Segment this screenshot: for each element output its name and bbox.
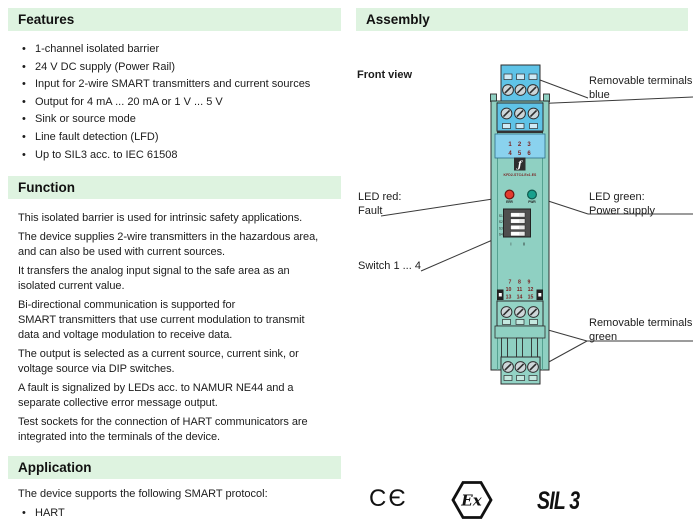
power-led	[528, 190, 537, 204]
body-ear	[544, 94, 550, 102]
screw-terminal-icon	[503, 85, 539, 96]
power-led-label: PWR	[528, 200, 536, 205]
list-item: • Output for 4 mA ... 20 mA or 1 V ... 5 V	[22, 94, 310, 112]
text-line: and can also be used with current sources.	[18, 246, 226, 258]
front-view-label: Front view	[357, 69, 413, 81]
list-item: • 1-channel isolated barrier	[22, 41, 310, 59]
terminal-number: 4	[508, 151, 512, 157]
paragraph	[18, 230, 318, 260]
error-led	[505, 190, 514, 204]
callout-terminals-green-line1: Removable terminals	[589, 317, 693, 329]
terminal-number: 6	[527, 151, 531, 157]
callout-terminals-green-line2: green	[589, 331, 618, 343]
list-item: • HART	[22, 506, 65, 521]
ce-mark: CЄ	[369, 485, 408, 512]
dip-position-label: I	[510, 241, 512, 247]
application-section-header	[8, 456, 341, 479]
text-line: It transfers the analog input signal to the safe area as an	[18, 265, 290, 277]
dip-switch-label: S2	[498, 220, 503, 225]
list-item: • Sink or source mode	[22, 111, 310, 129]
leader-line	[530, 97, 693, 104]
callout-terminals-blue-line2: blue	[589, 89, 610, 101]
application-title: Application	[18, 460, 92, 475]
terminal-number: 11	[516, 287, 523, 293]
wire-slot	[529, 74, 537, 80]
device-front-view-drawing	[350, 40, 694, 440]
terminal-number: 8	[518, 279, 521, 286]
callout-led-green-line2: Power supply	[589, 205, 656, 217]
terminal-legs	[502, 338, 538, 357]
terminal-number: 7	[508, 279, 512, 286]
text-line: The output is selected as a current source, current sink, or	[18, 348, 299, 360]
list-item: • Line fault detection (LFD)	[22, 129, 310, 147]
terminal-block-blue-top	[501, 65, 540, 101]
text-line: SMART transmitters that use current modulation to transmit	[18, 314, 305, 326]
terminal-block-green-bottom	[501, 357, 540, 384]
terminal-number: 15	[527, 294, 534, 301]
assembly-section-header	[356, 8, 688, 31]
features-list	[22, 41, 310, 164]
list-item: • 24 V DC supply (Power Rail)	[22, 59, 310, 77]
callout-led-red-line1: LED red:	[358, 191, 402, 203]
terminal-base-strip	[497, 131, 543, 134]
text-line: separate collective error message output.	[18, 397, 218, 409]
terminal-number: 5	[517, 151, 522, 157]
function-title: Function	[18, 180, 75, 195]
body-ear	[491, 94, 497, 102]
pf-logo-glyph: ƒ	[517, 160, 522, 171]
device-model-label: KFD2-STC4-Ex1.ES	[503, 173, 537, 177]
paragraph	[18, 264, 318, 294]
text-line: integrated into the terminals of the device.	[18, 431, 221, 443]
terminal-block-green-attached	[497, 301, 543, 326]
sil-rating: SIL 3	[537, 487, 580, 515]
callout-terminals-blue-line1: Removable terminals	[589, 75, 693, 87]
text-line: This isolated barrier is used for intrinsic safety applications.	[18, 212, 303, 224]
text-line: isolated current value.	[18, 280, 125, 292]
paragraph	[18, 347, 318, 377]
wire-slot	[504, 376, 512, 381]
terminal-number: 14	[516, 294, 523, 301]
wire-slot	[529, 376, 537, 381]
text-line: A fault is signalized by LEDs acc. to NAMUR NE44 and a	[18, 382, 294, 394]
screw-terminal-icon	[503, 362, 539, 373]
terminal-number: 9	[527, 279, 531, 286]
assembly-title: Assembly	[366, 12, 430, 27]
application-intro: The device supports the following SMART protocol:	[18, 488, 268, 500]
callout-switch: Switch 1 ... 4	[358, 260, 421, 272]
terminal-carrier-panel	[495, 326, 545, 338]
text-line: data and voltage modulation to receive data.	[18, 329, 233, 341]
wire-slot	[530, 124, 538, 129]
text-line: voltage source via DIP switches.	[18, 363, 175, 375]
function-section-header	[8, 176, 341, 199]
text-line: Bi-directional communication is supported for	[18, 299, 236, 311]
ex-atex-mark	[450, 478, 494, 522]
wire-slot	[517, 74, 525, 80]
wire-slot	[516, 124, 524, 129]
terminal-number: 3	[527, 142, 531, 148]
terminal-block-blue-attached	[497, 103, 543, 133]
dip-switch-label: S3	[498, 226, 503, 231]
wire-slot	[503, 124, 511, 129]
wire-slot	[516, 320, 524, 325]
wire-slot	[504, 74, 512, 80]
terminal-numbers-panel	[495, 134, 545, 158]
terminal-number: 2	[517, 142, 522, 148]
paragraph	[18, 211, 318, 226]
terminal-number: 13	[505, 294, 512, 301]
wire-slot	[503, 320, 511, 325]
dip-position-label: II	[522, 241, 526, 247]
screw-terminal-icon	[501, 108, 539, 119]
dip-switch-label: S1	[498, 213, 503, 218]
paragraph	[18, 298, 318, 343]
ex-glyph: Ex	[461, 491, 482, 510]
leader-line	[381, 197, 506, 216]
features-title: Features	[18, 12, 75, 27]
paragraph	[18, 381, 318, 411]
dip-switch-label: S4	[498, 232, 503, 237]
pf-logo	[514, 158, 526, 171]
paragraph	[18, 415, 318, 445]
terminal-number: 10	[505, 287, 512, 293]
callout-led-green-line1: LED green:	[589, 191, 645, 203]
features-section-header	[8, 8, 341, 31]
list-item: • Input for 2-wire SMART transmitters and current sources	[22, 76, 310, 94]
screw-terminal-icon	[501, 307, 539, 318]
bottom-terminal-numbers	[506, 280, 534, 301]
wire-slot	[517, 376, 525, 381]
function-text	[18, 211, 318, 449]
terminal-number: 1	[508, 142, 512, 148]
text-line: Test sockets for the connection of HART communicators are	[18, 416, 308, 428]
wire-slot	[530, 320, 538, 325]
list-item: • Up to SIL3 acc. to IEC 61508	[22, 147, 310, 165]
terminal-number: 12	[527, 287, 534, 293]
callout-led-red-line2: Fault	[358, 205, 383, 217]
application-list	[22, 506, 65, 521]
text-line: The device supplies 2-wire transmitters in the hazardous area,	[18, 231, 319, 243]
error-led-label: ERR	[506, 200, 513, 205]
